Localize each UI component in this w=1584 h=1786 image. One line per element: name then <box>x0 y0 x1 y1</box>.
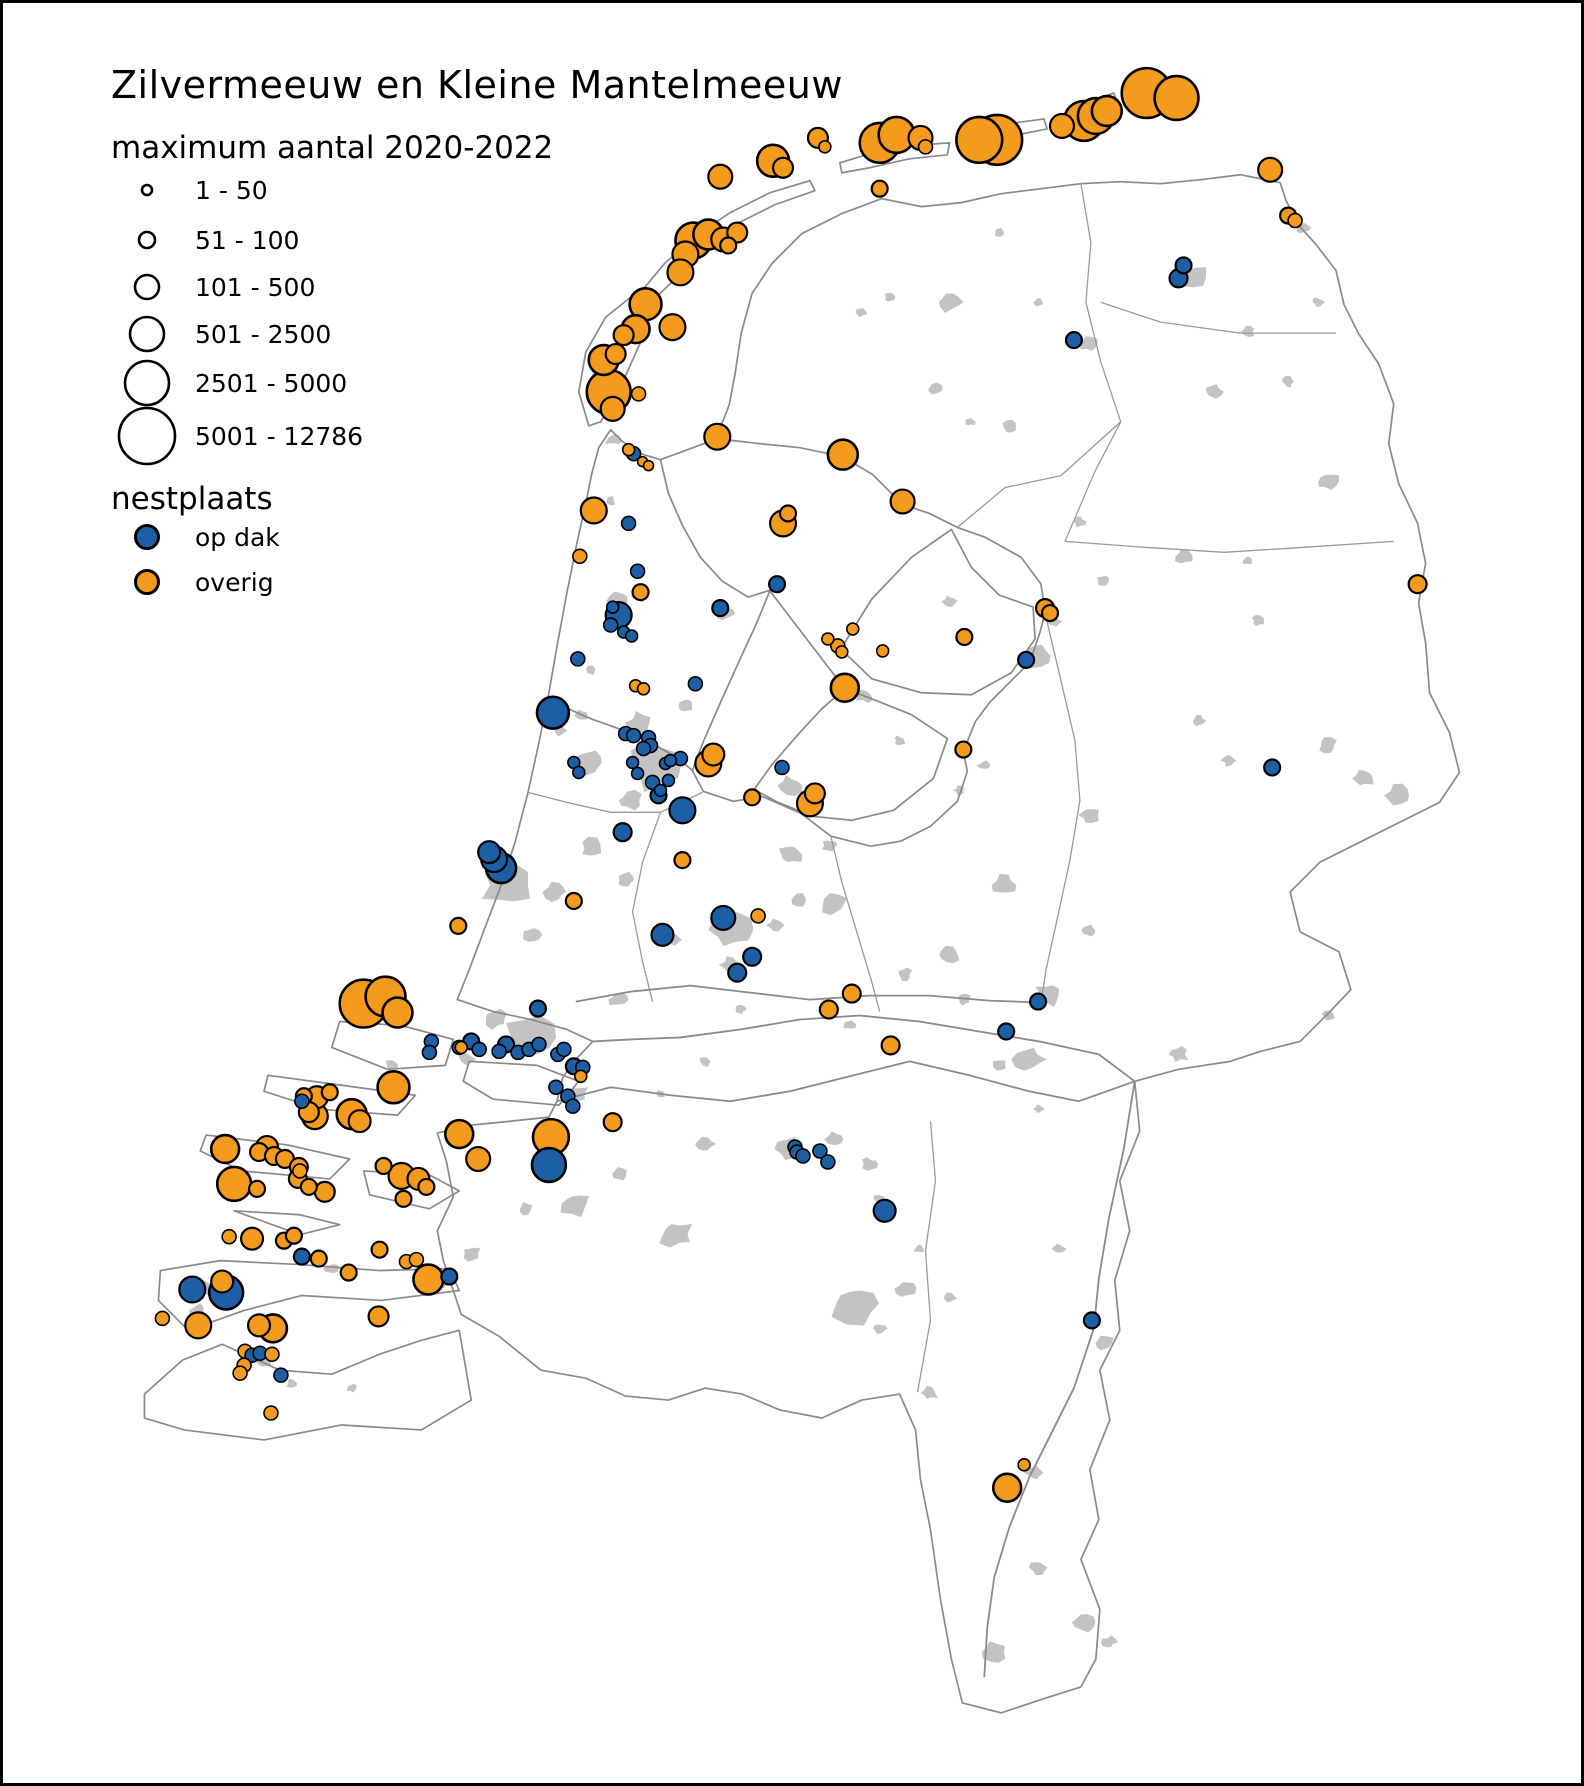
urban-area <box>1033 298 1043 306</box>
colony-marker-overig[interactable] <box>720 237 736 253</box>
colony-marker-overig[interactable] <box>409 1253 423 1267</box>
urban-area <box>1322 1011 1335 1021</box>
colony-marker-overig[interactable] <box>301 1179 317 1195</box>
colony-marker-op-dak[interactable] <box>1264 760 1280 776</box>
colony-marker-overig[interactable] <box>819 141 831 153</box>
colony-marker-overig[interactable] <box>744 789 760 805</box>
urban-area <box>560 1196 588 1218</box>
urban-area <box>939 946 959 963</box>
colony-marker-op-dak[interactable] <box>627 729 641 743</box>
colony-marker-overig[interactable] <box>372 1242 388 1258</box>
colony-marker-overig[interactable] <box>322 1084 338 1100</box>
size-legend-label: 51 - 100 <box>195 225 300 255</box>
urban-area <box>695 1137 716 1151</box>
colony-marker-overig[interactable] <box>623 444 635 456</box>
colony-marker-overig[interactable] <box>877 645 889 657</box>
nest-legend-label: op dak <box>195 522 280 552</box>
colony-marker-overig[interactable] <box>575 1070 587 1082</box>
colony-marker-op-dak[interactable] <box>530 1001 546 1017</box>
colony-marker-overig[interactable] <box>704 424 730 450</box>
colony-marker-op-dak[interactable] <box>492 1044 506 1058</box>
river-path <box>984 1081 1134 1677</box>
colony-marker-overig[interactable] <box>455 1041 467 1053</box>
colony-marker-overig[interactable] <box>1258 158 1282 182</box>
nest-legend-label: overig <box>195 567 274 597</box>
urban-area <box>1011 1048 1047 1071</box>
colony-marker-op-dak[interactable] <box>1084 1312 1100 1328</box>
colony-marker-op-dak[interactable] <box>573 766 585 778</box>
urban-area <box>1101 1635 1118 1647</box>
colony-marker-op-dak[interactable] <box>607 601 619 613</box>
colony-marker-overig[interactable] <box>882 1036 900 1054</box>
urban-area <box>921 1386 939 1399</box>
colony-marker-op-dak[interactable] <box>627 757 639 769</box>
province-border-path <box>1065 422 1121 542</box>
colony-marker-overig[interactable] <box>264 1406 278 1420</box>
colony-marker-overig[interactable] <box>581 498 607 524</box>
colony-marker-overig[interactable] <box>956 629 972 645</box>
overig-marker-icon <box>111 552 183 612</box>
size-legend-circle-icon <box>111 406 183 466</box>
colony-marker-overig[interactable] <box>1018 1459 1030 1471</box>
river-path <box>593 1016 1135 1082</box>
urban-area <box>659 1224 692 1248</box>
colony-marker-op-dak[interactable] <box>1030 994 1046 1010</box>
colony-marker-overig[interactable] <box>773 158 793 178</box>
urban-area <box>1313 297 1325 307</box>
colony-marker-op-dak[interactable] <box>874 1200 896 1222</box>
urban-area <box>619 790 642 811</box>
colony-marker-overig[interactable] <box>341 1265 357 1281</box>
colony-marker-overig[interactable] <box>376 1158 392 1174</box>
colony-marker-op-dak[interactable] <box>669 797 695 823</box>
colony-marker-op-dak[interactable] <box>294 1249 310 1265</box>
colony-marker-overig[interactable] <box>1042 605 1058 621</box>
urban-area <box>992 874 1017 893</box>
nest-legend-row-overig <box>111 552 274 612</box>
urban-area <box>941 595 957 607</box>
river-path <box>576 986 1041 1003</box>
colony-marker-op-dak[interactable] <box>622 516 636 530</box>
colony-marker-overig[interactable] <box>644 461 654 471</box>
urban-area <box>1318 475 1339 490</box>
colony-marker-op-dak[interactable] <box>532 1148 566 1182</box>
urban-area <box>885 293 896 302</box>
colony-marker-op-dak[interactable] <box>478 841 500 863</box>
colony-marker-overig[interactable] <box>383 998 413 1028</box>
colony-marker-overig[interactable] <box>155 1311 169 1325</box>
urban-area <box>1242 557 1252 564</box>
colony-marker-overig[interactable] <box>667 259 693 285</box>
colony-marker-overig[interactable] <box>891 490 915 514</box>
urban-area <box>464 1248 481 1262</box>
colony-marker-op-dak[interactable] <box>998 1024 1014 1040</box>
colony-marker-overig[interactable] <box>185 1312 211 1338</box>
urban-area <box>1240 326 1254 337</box>
colony-marker-overig[interactable] <box>956 117 1002 163</box>
colony-marker-overig[interactable] <box>633 584 649 600</box>
colony-marker-op-dak[interactable] <box>1066 332 1082 348</box>
colony-marker-overig[interactable] <box>418 1179 434 1195</box>
size-legend-label: 1 - 50 <box>195 175 268 205</box>
colony-marker-overig[interactable] <box>638 683 650 695</box>
colony-marker-overig[interactable] <box>614 325 634 345</box>
colony-marker-overig[interactable] <box>1288 214 1302 228</box>
urban-area <box>679 700 693 712</box>
coastline-path <box>841 529 1035 694</box>
colony-marker-op-dak[interactable] <box>614 823 632 841</box>
colony-marker-overig[interactable] <box>1409 575 1427 593</box>
colony-marker-overig[interactable] <box>241 1228 263 1250</box>
colony-marker-op-dak[interactable] <box>1018 652 1034 668</box>
urban-area <box>520 1202 532 1215</box>
colony-marker-overig[interactable] <box>248 1314 270 1336</box>
colony-marker-op-dak[interactable] <box>652 924 674 946</box>
province-border-path <box>918 1121 936 1392</box>
urban-area <box>1319 737 1337 753</box>
province-border-path <box>1101 302 1336 333</box>
coastline-path <box>661 439 1046 846</box>
urban-area <box>993 1060 1006 1070</box>
size-legend-row <box>111 406 363 466</box>
colony-marker-op-dak[interactable] <box>664 755 676 767</box>
colony-marker-op-dak[interactable] <box>441 1269 457 1285</box>
urban-area <box>582 837 601 856</box>
urban-area <box>1282 376 1293 388</box>
urban-area <box>958 994 970 1006</box>
urban-area <box>736 1005 747 1014</box>
colony-marker-op-dak[interactable] <box>179 1277 205 1303</box>
colony-marker-overig[interactable] <box>286 1228 302 1244</box>
urban-area <box>1168 1046 1188 1062</box>
colony-marker-overig[interactable] <box>369 1306 389 1326</box>
province-border-path <box>957 422 1120 528</box>
colony-marker-overig[interactable] <box>872 181 888 197</box>
colony-marker-overig[interactable] <box>751 909 765 923</box>
urban-area <box>1384 784 1409 806</box>
colony-marker-overig[interactable] <box>702 744 724 766</box>
colony-marker-op-dak[interactable] <box>295 1094 309 1108</box>
colony-marker-op-dak[interactable] <box>688 677 702 691</box>
legend <box>3 3 843 643</box>
colony-marker-overig[interactable] <box>606 344 626 364</box>
colony-marker-overig[interactable] <box>466 1147 490 1171</box>
size-legend-label: 5001 - 12786 <box>195 421 364 451</box>
urban-area <box>873 1324 887 1334</box>
urban-area <box>766 919 785 932</box>
urban-area <box>895 1282 917 1296</box>
urban-area <box>928 383 942 395</box>
colony-marker-op-dak[interactable] <box>711 906 735 930</box>
colony-marker-overig[interactable] <box>780 505 796 521</box>
urban-area <box>1193 715 1206 726</box>
colony-marker-op-dak[interactable] <box>557 1042 571 1056</box>
colony-marker-op-dak[interactable] <box>532 1037 546 1051</box>
urban-area <box>824 1131 843 1145</box>
urban-area <box>1078 809 1098 823</box>
urban-area <box>1072 1614 1096 1633</box>
urban-area <box>543 882 566 902</box>
colony-marker-overig[interactable] <box>566 893 582 909</box>
urban-area <box>914 1245 924 1253</box>
colony-marker-overig[interactable] <box>573 549 587 563</box>
urban-area <box>939 293 964 313</box>
urban-area <box>1052 1244 1067 1253</box>
map-title: Zilvermeeuw en Kleine Mantelmeeuw <box>111 63 843 107</box>
colony-marker-overig[interactable] <box>828 440 858 470</box>
colony-marker-overig[interactable] <box>919 140 933 154</box>
urban-area <box>895 735 905 745</box>
urban-area <box>699 1057 710 1067</box>
size-legend-label: 2501 - 5000 <box>195 368 348 398</box>
colony-marker-overig[interactable] <box>1050 114 1074 138</box>
colony-marker-overig[interactable] <box>217 1167 251 1201</box>
urban-area <box>586 666 595 675</box>
colony-marker-op-dak[interactable] <box>712 600 728 616</box>
colony-marker-op-dak[interactable] <box>566 1099 580 1113</box>
colony-marker-overig[interactable] <box>822 633 834 645</box>
colony-marker-overig[interactable] <box>836 646 848 658</box>
urban-area <box>1252 615 1264 626</box>
colony-marker-overig[interactable] <box>293 1164 307 1178</box>
urban-area <box>1175 549 1193 563</box>
colony-marker-overig[interactable] <box>831 674 859 702</box>
colony-marker-overig[interactable] <box>632 387 646 401</box>
colony-marker-overig[interactable] <box>396 1191 412 1207</box>
urban-area <box>844 1021 857 1029</box>
colony-marker-overig[interactable] <box>211 1135 239 1163</box>
size-legend-label: 501 - 2500 <box>195 319 332 349</box>
colony-marker-overig[interactable] <box>955 742 971 758</box>
urban-area <box>618 872 634 887</box>
colony-marker-overig[interactable] <box>222 1230 236 1244</box>
urban-area <box>779 846 802 861</box>
urban-area <box>791 893 806 906</box>
colony-marker-overig[interactable] <box>413 1265 443 1295</box>
urban-area <box>822 893 847 915</box>
urban-area <box>612 1167 627 1180</box>
urban-area <box>855 308 867 317</box>
province-border-path <box>633 812 661 1001</box>
colony-marker-op-dak[interactable] <box>743 948 761 966</box>
colony-marker-op-dak[interactable] <box>775 761 789 775</box>
colony-marker-op-dak[interactable] <box>626 630 638 642</box>
colony-marker-op-dak[interactable] <box>769 576 785 592</box>
colony-marker-overig[interactable] <box>601 397 625 421</box>
coastline-path <box>144 1330 471 1440</box>
urban-area <box>965 418 975 425</box>
colony-marker-overig[interactable] <box>249 1181 265 1197</box>
colony-marker-overig[interactable] <box>847 623 859 635</box>
nest-legend-title: nestplaats <box>111 481 273 517</box>
colony-marker-op-dak[interactable] <box>549 1080 563 1094</box>
urban-area <box>898 968 912 981</box>
colony-marker-op-dak[interactable] <box>821 1155 835 1169</box>
size-legend-label: 101 - 500 <box>195 272 316 302</box>
province-border-path <box>1041 613 1080 1003</box>
colony-marker-op-dak[interactable] <box>655 784 667 796</box>
colony-marker-op-dak[interactable] <box>422 1045 436 1059</box>
size-legend-title: maximum aantal 2020-2022 <box>111 130 554 166</box>
urban-area <box>347 1384 357 1393</box>
urban-area <box>286 1379 297 1388</box>
urban-area <box>1097 576 1109 586</box>
urban-area <box>1081 924 1095 936</box>
urban-area <box>778 775 803 796</box>
colony-marker-op-dak[interactable] <box>274 1368 288 1382</box>
colony-marker-overig[interactable] <box>378 1071 410 1103</box>
colony-marker-op-dak[interactable] <box>631 564 645 578</box>
colony-marker-overig[interactable] <box>708 165 732 189</box>
colony-marker-overig[interactable] <box>233 1366 247 1380</box>
colony-marker-overig[interactable] <box>450 918 466 934</box>
urban-area <box>1033 1104 1045 1113</box>
colony-marker-overig[interactable] <box>311 1251 327 1267</box>
urban-area <box>607 496 615 505</box>
colony-marker-op-dak[interactable] <box>662 774 674 786</box>
colony-marker-op-dak[interactable] <box>472 1042 486 1056</box>
colony-marker-overig[interactable] <box>660 314 686 340</box>
colony-marker-overig[interactable] <box>265 1347 279 1361</box>
colony-marker-overig[interactable] <box>349 1110 371 1132</box>
urban-area <box>831 1291 879 1326</box>
colony-marker-overig[interactable] <box>674 852 690 868</box>
urban-area <box>1220 755 1236 766</box>
colony-marker-op-dak[interactable] <box>728 964 746 982</box>
urban-area <box>944 1292 957 1302</box>
urban-area <box>995 228 1004 237</box>
colony-marker-op-dak[interactable] <box>632 767 644 779</box>
size-legend-circle-icon <box>111 353 183 413</box>
colony-marker-overig[interactable] <box>843 985 861 1003</box>
colony-marker-overig[interactable] <box>1155 76 1199 120</box>
colony-marker-overig[interactable] <box>820 1001 838 1019</box>
colony-marker-overig[interactable] <box>993 1474 1021 1502</box>
colony-marker-overig[interactable] <box>211 1271 233 1293</box>
river-path <box>557 1061 1135 1101</box>
colony-marker-op-dak[interactable] <box>604 618 618 632</box>
colony-marker-op-dak[interactable] <box>571 652 585 666</box>
urban-area <box>1352 770 1373 785</box>
colony-marker-op-dak[interactable] <box>537 697 569 729</box>
colony-marker-op-dak[interactable] <box>796 1149 810 1163</box>
urban-area <box>1003 420 1016 433</box>
urban-area <box>523 928 542 941</box>
colony-marker-overig[interactable] <box>1092 96 1122 126</box>
urban-area <box>1206 384 1224 398</box>
urban-area <box>976 760 990 768</box>
urban-area <box>323 1264 339 1273</box>
colony-marker-overig[interactable] <box>315 1182 335 1202</box>
rivers-layer <box>557 986 1135 1677</box>
urban-area <box>1029 1562 1048 1575</box>
province-border-path <box>1065 541 1394 552</box>
colony-marker-op-dak[interactable] <box>637 742 651 756</box>
urban-area <box>862 1157 878 1171</box>
colony-marker-overig[interactable] <box>604 1113 622 1131</box>
coastline-path <box>754 689 947 821</box>
colony-marker-op-dak[interactable] <box>1176 257 1192 273</box>
size-legend-row <box>111 353 347 413</box>
colony-marker-overig[interactable] <box>445 1120 473 1148</box>
colony-marker-overig[interactable] <box>805 783 825 803</box>
